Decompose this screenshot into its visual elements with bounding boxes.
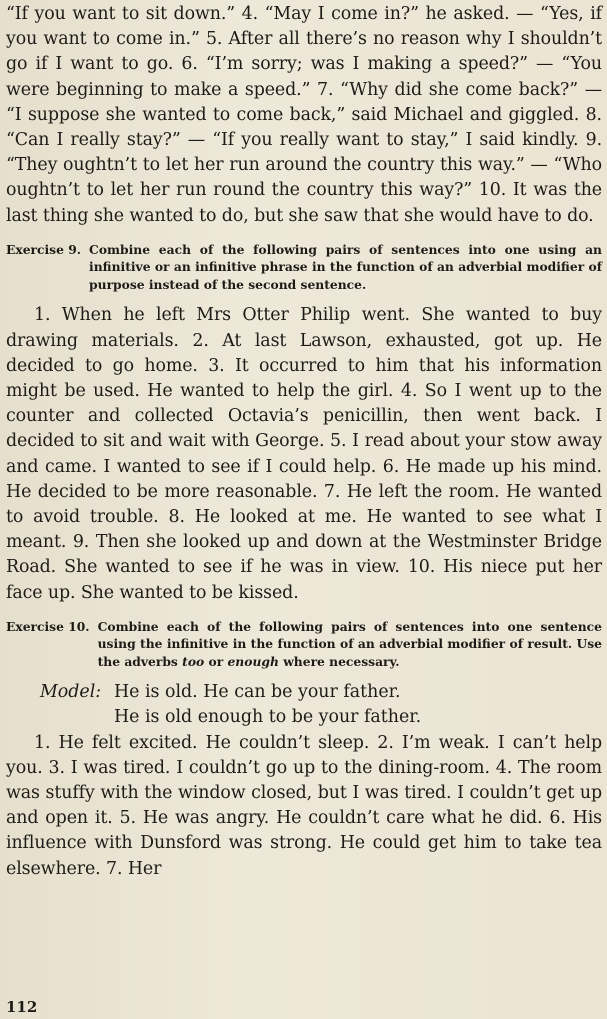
exercise-10-label: Exercise 10. [6,618,90,634]
instruction-part-3: where necessary. [278,653,400,669]
model-row-2 [6,705,602,730]
adverb-too: too [182,653,205,669]
exercise-10-heading [6,618,602,671]
model-sentence-2: He is old enough to be your father. [114,707,422,728]
model-sentence-1: He is old. He can be your father. [114,682,401,703]
exercise-9-text: 1. When he left Mrs Otter Philip went. She wanted to buy drawing materials. 2. At last Lawson, exhausted, got up. He decided to go home. 3. It occurred to him that his information might be used. He wanted to help the girl. 4. So I went up to the counter and collected Octavia’s penicillin, then went back. I decided to sit and wait with George. 5. I read about your stow away and came. I wanted to see if I could help. 6. He made up his mind. He decided to be more reasonable. 7. He left the room. He wanted to avoid trouble. 8. He looked at me. He wanted to see what I meant. 9. Then she looked up and down at the Westminster Bridge Road. She wanted to see if he was in view. 10. His niece put her face up. She wanted to be kissed. [6,305,602,603]
instruction-part-1: Combine each of the following pairs of sentences into one sentence using the infinitive in the function of an adverbial modifier of result. Use the adverbs [97,618,602,669]
model-example [6,680,602,730]
model-label: Model: [40,682,102,703]
continued-exercise-text: “If you want to sit down.” 4. “May I come in?” he asked. — “Yes, if you want to come in.” 5. After all there’s no reason why I shouldn’t go if I want to go. 6. “I’m sorry; was I making a speed?” — “You were beginning to make a speed.” 7. “Why did she come back?” — “I suppose she wanted to come back,” said Michael and giggled. 8. “Can I really stay?” — “If you really want to stay,” I said kindly. 9. “They oughtn’t to let her run around the country this way.” — “Who oughtn’t to let her run round the country this way?” 10. It was the last thing she wanted to do, but she saw that she would have to do. [6,4,602,226]
exercise-9-heading [6,241,602,294]
exercise-9-instruction: Combine each of the following pairs of sentences into one using an infinitive or an infinitive phrase in the function of an adverbial modifier of purpose instead of the second sentence. [89,241,602,292]
model-spacer [6,705,114,730]
instruction-part-2: or [204,653,228,669]
page-number: 112 [6,998,38,1016]
exercise-10-text: 1. He felt excited. He couldn’t sleep. 2. I’m weak. I can’t help you. 3. I was tired. I couldn’t go up to the dining-room. 4. The room was stuffy with the window closed, but I was tired. I couldn’t get up and open it. 5. He was angry. He couldn’t care what he did. 6. His influence with Dunsford was strong. He could get him to take tea elsewhere. 7. Her [6,732,602,879]
adverb-enough: enough [227,653,279,669]
exercise-10-instruction [98,618,602,671]
exercise-9-label: Exercise 9. [6,241,82,257]
model-row-1 [6,680,602,705]
